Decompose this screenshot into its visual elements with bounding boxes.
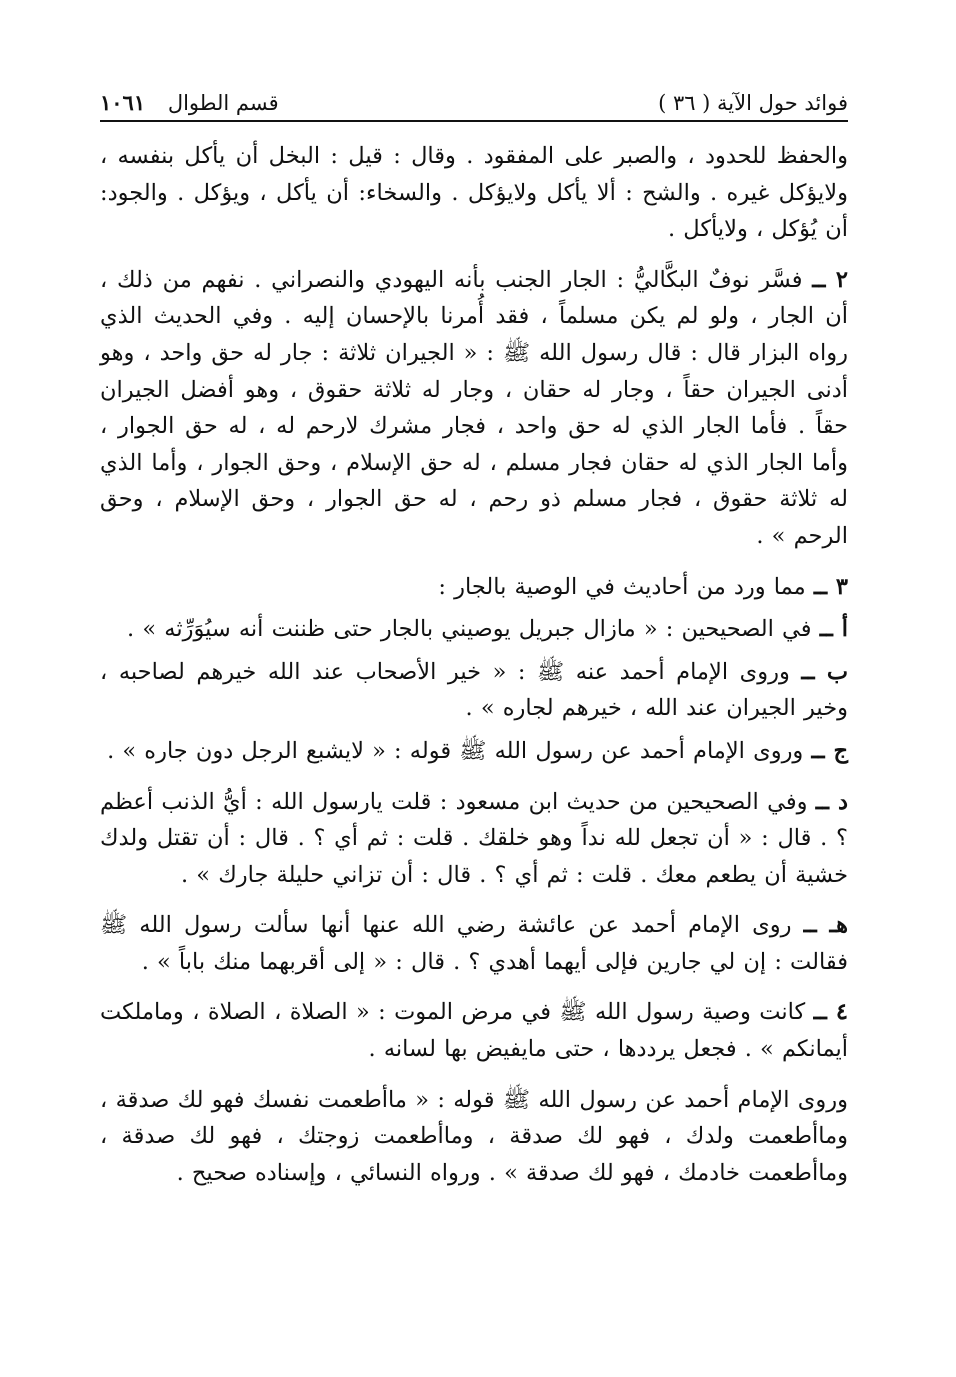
paragraph-marker: هـ ــ <box>803 912 848 939</box>
paragraph-marker: ٣ ــ <box>813 573 848 600</box>
paragraph-text: وروى الإمام أحمد عن رسول الله ﷺ قوله : « لايشبع الرجل دون جاره » . <box>107 737 804 764</box>
paragraph-marker: ج ــ <box>811 737 848 764</box>
paragraph-marker: ب ــ <box>801 658 849 685</box>
paragraph-3e <box>100 907 848 980</box>
paragraph-text: والحفظ للحدود ، والصبر على المفقود . وقال : قيل : البخل أن يأكل بنفسه ، ولايؤكل غيره . والشح : ألا يأكل ولايؤكل . والسخاء: أن يأكل ، ويؤكل . والجود: أن يُؤكل ، ولايأكل . <box>100 143 848 243</box>
paragraph-text: مما ورد من أحاديث في الوصية بالجار : <box>438 573 806 600</box>
paragraph-2 <box>100 262 848 555</box>
book-page <box>100 86 848 1205</box>
paragraph-continuation <box>100 138 848 248</box>
paragraph-text: فسَّر نوفٌ البكَّاليُّ : الجار الجنب بأنه اليهودي والنصراني . نفهم من ذلك ، أن الجار ، ولو لم يكن مسلماً ، فقد أُمرنا بالإحسان إليه . وفي الحديث الذي رواه البزار قال : قال رسول الله ﷺ : « الجيران ثلاثة : جار له حق واحد ، وهو أدنى الجيران حقاً ، وجار له حقان ، وجار له ثلاثة حقوق ، وهو أفضل الجيران حقاً . فأما الجار الذي له حق واحد ، فجار مشرك لارحم له ، له حق الجوار ، وأما الجار الذي له حقان فجار مسلم ، له حق الإسلام ، وحق الجوار ، وأما الذي له ثلاثة حقوق ، فجار مسلم ذو رحم ، له حق الجوار ، وحق الإسلام ، وحق الرحم » . <box>100 266 848 549</box>
paragraph-marker: ٢ ــ <box>812 266 848 293</box>
paragraph-text: في الصحيحين : « مازال جبريل يوصيني بالجار حتى ظننت أنه سيُوَرِّثه » . <box>127 616 812 643</box>
header-title: فوائد حول الآية ( ٣٦ ) <box>658 91 848 115</box>
paragraph-3c <box>100 733 848 770</box>
paragraph-final <box>100 1082 848 1192</box>
paragraph-marker: ٤ ــ <box>813 999 848 1026</box>
paragraph-text: وروى الإمام أحمد عنه ﷺ : « خير الأصحاب عند الله خيرهم لصاحبه ، وخير الجيران عند الله ، خيرهم لجاره » . <box>100 658 848 722</box>
paragraph-text: روى الإمام أحمد عن عائشة رضي الله عنها أنها سألت رسول الله ﷺ فقالت : إن لي جارين فإلى أيهما أهدي ؟ . قال : « إلى أقربهما منك باباً » . <box>100 912 848 975</box>
page-number: ١٠٦١ <box>100 90 146 115</box>
paragraph-text: وفي الصحيحين من حديث ابن مسعود : قلت يارسول الله : أيُّ الذنب أعظم ؟ . قال : « أن تجعل لله نداً وهو خلقك . قلت : ثم أي ؟ . قال : أن تقتل ولدك خشية أن يطعم معك . قلت : ثم أي ؟ . قال : أن تزاني حليلة جارك » . <box>100 788 848 888</box>
header-section: قسم الطوال <box>167 91 279 115</box>
paragraph-marker: د ــ <box>815 788 848 815</box>
paragraph-3a <box>100 611 848 648</box>
paragraph-4 <box>100 994 848 1067</box>
running-header <box>100 86 848 122</box>
paragraph-3b <box>100 654 848 727</box>
paragraph-text: وروى الإمام أحمد عن رسول الله ﷺ قوله : « ماأطعمت نفسك فهو لك صدقة ، وماأطعمت ولدك ، فهو لك صدقة ، وماأطعمت زوجتك ، فهو لك صدقة ، وماأطعمت خادمك ، فهو لك صدقة » . ورواه النسائي ، وإسناده صحيح . <box>100 1086 848 1186</box>
paragraph-marker: أ ــ <box>819 616 848 643</box>
body-text <box>100 138 848 1191</box>
paragraph-3d <box>100 784 848 894</box>
paragraph-text: كانت وصية رسول الله ﷺ في مرض الموت : « الصلاة ، الصلاة ، وماملكت أيمانكم » . فجعل يرددها ، حتى مايفيض بها لسانه . <box>100 999 848 1063</box>
header-section-and-page <box>100 86 279 120</box>
paragraph-3 <box>100 569 848 606</box>
